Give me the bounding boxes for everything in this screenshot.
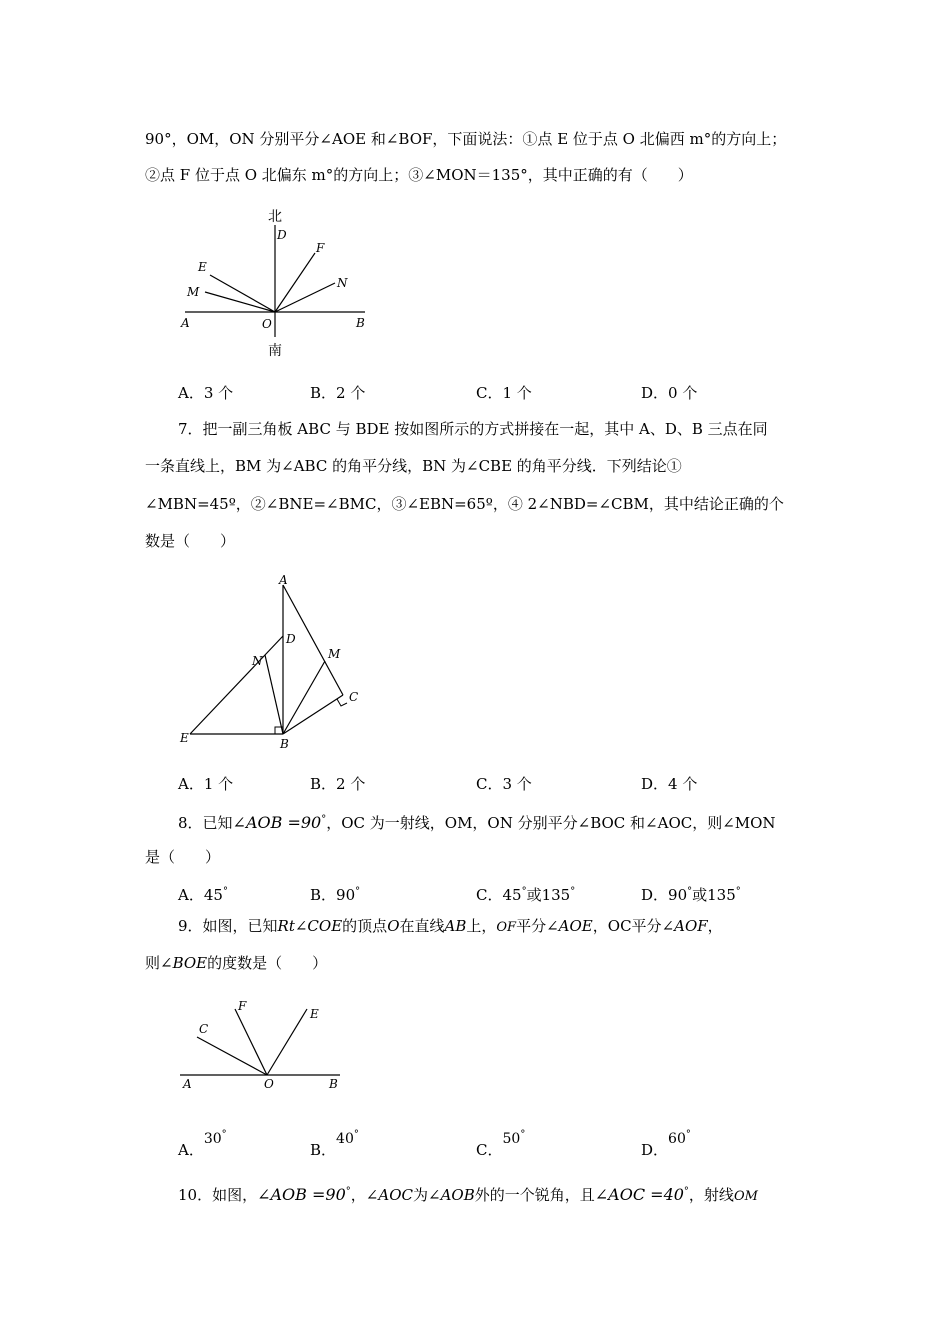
q8-options <box>0 880 950 904</box>
q9-option-b[interactable]: B．40° <box>310 1129 359 1159</box>
q6-label-m: M <box>187 285 200 299</box>
q7-option-c[interactable]: C．3 个 <box>476 775 532 793</box>
q6-label-a: A <box>181 316 190 330</box>
q8-option-b[interactable]: B．90° <box>310 886 361 904</box>
q7-line2: 一条直线上，BM 为∠ABC 的角平分线，BN 为∠CBE 的角平分线．下列结论① <box>145 457 682 475</box>
q6-option-b[interactable]: B．2 个 <box>310 384 366 402</box>
q7-label-d: D <box>286 632 296 646</box>
q9-options <box>0 1129 950 1159</box>
q9-label-c: C <box>199 1022 209 1036</box>
q6-label-b: B <box>356 316 365 330</box>
q8-option-d[interactable]: D．90°或135° <box>641 886 741 904</box>
q9-option-a[interactable]: A．30° <box>178 1129 227 1159</box>
q6-line1: 90°，OM，ON 分别平分∠AOE 和∠BOF，下面说法：①点 E 位于点 O 北偏西 m°的方向上； <box>145 130 787 148</box>
q9-line1: 9．如图，已知Rt∠COE的顶点O在直线AB上，OF平分∠AOE，OC平分∠AOF， <box>178 917 723 935</box>
q9-label-a: A <box>183 1077 192 1091</box>
q8-line1 <box>178 809 776 834</box>
q10-line1: 10．如图，∠AOB =90°，∠AOC为∠AOB外的一个锐角，且∠AOC =40°，射线OM <box>178 1185 758 1204</box>
q9-label-b: B <box>329 1077 338 1091</box>
q7-label-e: E <box>180 731 189 745</box>
q6-option-c[interactable]: C．1 个 <box>476 384 532 402</box>
q8-prefix: 8．已知 <box>178 814 233 832</box>
q6-south-label: 南 <box>268 343 282 359</box>
q6-option-d[interactable]: D．0 个 <box>641 384 698 402</box>
q7-label-n: N <box>252 654 263 668</box>
q6-figure <box>170 205 380 365</box>
q9-figure <box>175 995 350 1095</box>
q7-option-b[interactable]: B．2 个 <box>310 775 366 793</box>
q8-deg: ° <box>321 814 327 825</box>
q6-label-o: O <box>262 317 272 331</box>
q6-options <box>0 381 950 405</box>
q9-option-d[interactable]: D．60° <box>641 1129 691 1159</box>
q9-label-f: F <box>238 999 247 1013</box>
q6-option-a[interactable]: A．3 个 <box>178 384 234 402</box>
q8-option-a[interactable]: A．45° <box>178 886 228 904</box>
q7-line3: ∠MBN=45º，②∠BNE=∠BMC，③∠EBN=65º，④ 2∠NBD=∠CBM，其中结论正确的个 <box>145 495 784 513</box>
q6-north-label: 北 <box>268 209 282 225</box>
q7-label-c: C <box>349 690 359 704</box>
q7-line4: 数是（ ） <box>145 532 236 550</box>
q8-line2: 是（ ） <box>145 848 221 866</box>
q7-label-b: B <box>280 737 289 751</box>
q9-label-e: E <box>310 1007 319 1021</box>
q7-options <box>0 772 950 796</box>
q6-label-f: F <box>316 241 325 255</box>
q7-option-d[interactable]: D．4 个 <box>641 775 698 793</box>
q6-label-n: N <box>337 276 348 290</box>
q7-label-a: A <box>279 573 288 587</box>
q7-line1: 7．把一副三角板 ABC 与 BDE 按如图所示的方式拼接在一起，其中 A、D、B 三点在同 <box>178 420 768 438</box>
q9-label-o: O <box>264 1077 274 1091</box>
q7-label-m: M <box>328 647 341 661</box>
q6-label-d: D <box>277 228 287 242</box>
q7-figure <box>175 570 375 755</box>
q6-line2: ②点 F 位于点 O 北偏东 m°的方向上；③∠MON＝135°，其中正确的有（ ） <box>145 166 693 184</box>
q7-option-a[interactable]: A．1 个 <box>178 775 234 793</box>
q8-rest: ，OC 为一射线，OM，ON 分别平分∠BOC 和∠AOC，则∠MON <box>326 814 776 832</box>
q9-line2: 则∠BOE的度数是（ ） <box>145 954 328 972</box>
q8-angle: ∠AOB =90 <box>232 813 322 832</box>
q9-option-c[interactable]: C．50° <box>476 1129 526 1159</box>
q6-label-e: E <box>198 260 207 274</box>
q8-option-c[interactable]: C．45°或135° <box>476 886 576 904</box>
